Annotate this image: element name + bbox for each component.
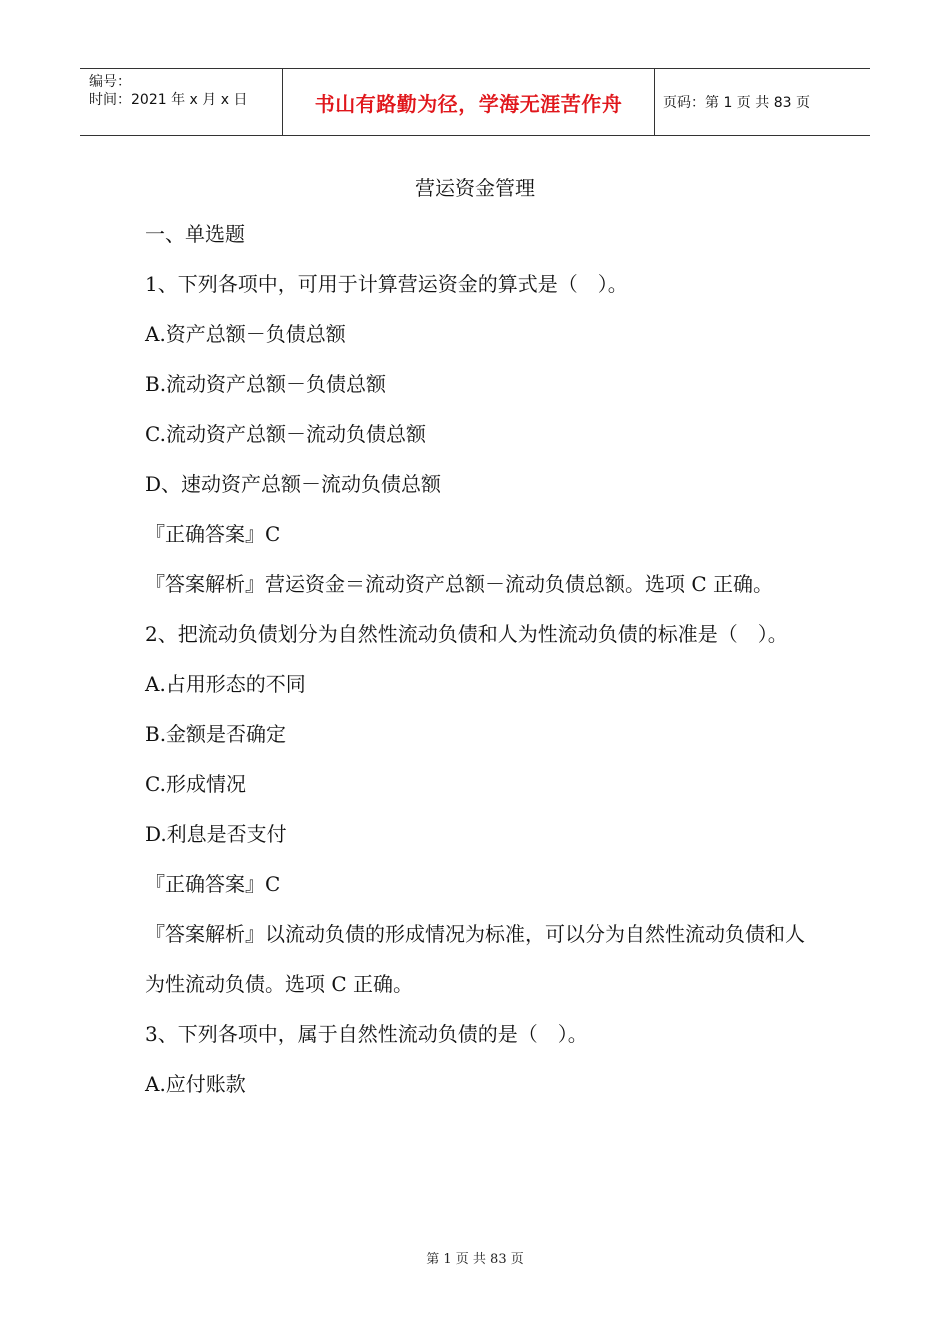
- answer-explanation: 『答案解析』营运资金＝流动资产总额－流动负债总额。选项 C 正确。: [145, 572, 774, 596]
- option-a: A.占用形态的不同: [145, 672, 306, 696]
- option-b: B.流动资产总额－负债总额: [145, 372, 387, 396]
- option-c: C.形成情况: [145, 772, 246, 796]
- header-meta: [80, 69, 283, 135]
- correct-answer: 『正确答案』C: [145, 522, 281, 546]
- motto-text: 书山有路勤为径，学海无涯苦作舟: [314, 91, 623, 116]
- correct-answer: 『正确答案』C: [145, 872, 281, 896]
- document-body: [145, 222, 815, 1122]
- page-info-text: 页码：第 1 页 共 83 页: [663, 95, 810, 111]
- number-label: 编号：: [89, 74, 131, 90]
- option-a: A.应付账款: [145, 1072, 246, 1096]
- option-a: A.资产总额－负债总额: [145, 322, 346, 346]
- option-d: D、速动资产总额－流动负债总额: [145, 472, 442, 496]
- header-page-info: [655, 69, 870, 135]
- page-header: [80, 68, 870, 136]
- option-b: B.金额是否确定: [145, 722, 287, 746]
- question-1: 1、下列各项中，可用于计算营运资金的算式是（ ）。: [145, 272, 628, 296]
- page-footer: 第 1 页 共 83 页: [426, 1252, 524, 1267]
- header-motto: [283, 69, 655, 135]
- question-3: 3、下列各项中，属于自然性流动负债的是（ ）。: [145, 1022, 588, 1046]
- option-d: D.利息是否支付: [145, 822, 287, 846]
- document-title: 营运资金管理: [415, 176, 535, 200]
- answer-explanation: 『答案解析』以流动负债的形成情况为标准，可以分为自然性流动负债和人为性流动负债。选项 C 正确。: [145, 922, 805, 996]
- question-2: 2、把流动负债划分为自然性流动负债和人为性流动负债的标准是（ ）。: [145, 622, 788, 646]
- section-heading: 一、单选题: [145, 222, 245, 246]
- option-c: C.流动资产总额－流动负债总额: [145, 422, 426, 446]
- date-label: 时间：2021 年 x 月 x 日: [89, 92, 248, 108]
